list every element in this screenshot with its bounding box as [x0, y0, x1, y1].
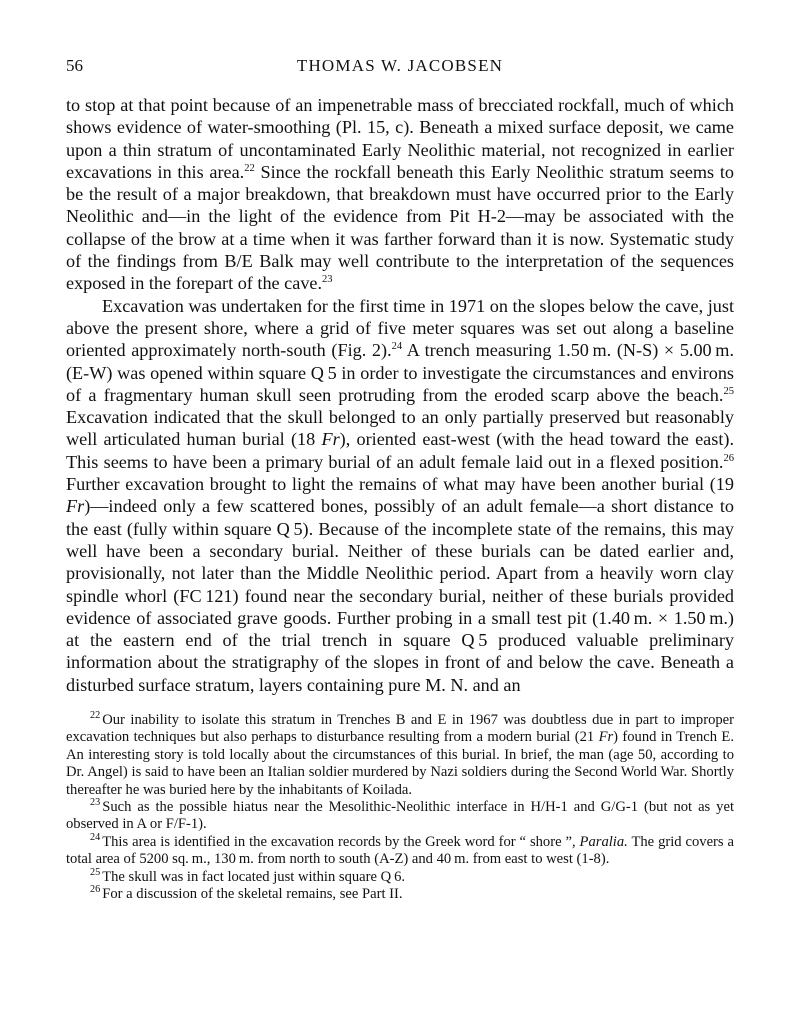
footnote-reference: 25 [723, 385, 734, 397]
page-header [66, 56, 734, 82]
footnote-number: 24 [90, 832, 101, 843]
italic-text: Paralia. [579, 833, 628, 850]
text-run: ) found in Trench E. An interesting story is told locally about the circumstances of this burial. In brief, the man (age 50, according to Dr. Angel) is said to have been an Italian soldier murdered by Nazi soldiers during the Second World War. Shortly thereafter he was buried here by the inhabitants of Koilada. [66, 729, 734, 798]
text-run: This area is identified in the excavation records by the Greek word for “ shore ”, [102, 833, 580, 850]
text-run: Such as the possible hiatus near the Mesolithic-Neolithic interface in H/H-1 and G/G-1 (but not as yet observed in A or F/F-1). [66, 799, 734, 833]
text-run: Excavation indicated that the skull belonged to an only partially preserved but reasonably well articulated human burial (18 [66, 407, 734, 450]
footnote-number: 25 [90, 866, 101, 878]
running-head: THOMAS W. JACOBSEN [296, 56, 504, 75]
body-text [66, 94, 734, 696]
page-number: 56 [66, 56, 83, 75]
text-run: ), oriented east-west (with the head toward the east). This seems to have been a primary burial of an adult female laid out in a flexed position. [66, 429, 734, 472]
text-run: Our inability to isolate this stratum in Trenches B and E in 1967 was doubtless due in part to improper excavation techniques but also perhaps to disturbance resulting from a modern burial (21 [66, 712, 734, 746]
body-paragraph [66, 295, 734, 696]
footnote-number: 23 [90, 797, 101, 809]
body-paragraph [66, 94, 734, 295]
italic-text: Fr [321, 429, 340, 450]
text-run: )—indeed only a few scattered bones, possibly of an adult female—a short distance to the east (fully within square Q 5). Because of the incomplete state of the remains, this may well have been a secondary burial. Neither of these burials can be dated earlier and, provisionally, not later than the Middle Neolithic period. Apart from a heavily worn clay spindle whorl (FC 121) found near the secondary burial, neither of these burials provided evidence of associated grave goods. Further probing in a small test pit (1.40 m. × 1.50 m.) at the eastern end of the trial trench in square Q 5 produced valuable preliminary information about the stratigraphy of the slopes in front of and below the cave. Beneath a disturbed surface stratum, layers containing pure M. N. and an [66, 496, 734, 695]
footnote [66, 799, 734, 834]
text-run: Since the rockfall beneath this Early Neolithic stratum seems to be the result of a major breakdown, that breakdown must have occurred prior to the Early Neolithic and—in the light of the evidence from Pit H-2—may be associated with the collapse of the brow at a time when it was farther forward than it is now. Systematic study of the findings from B/E Balk may well contribute to the interpretation of the sequences exposed in the forepart of the cave. [66, 161, 734, 294]
italic-text: Fr [66, 496, 85, 517]
footnote [66, 866, 734, 886]
text-run: Excavation was undertaken for the first time in 1971 on the slopes below the cave, just above the present shore, where a grid of five meter squares was set out along a baseline oriented approximately north-south (Fig. 2). [66, 295, 734, 361]
footnote-reference: 22 [244, 162, 255, 174]
footnote [66, 712, 734, 799]
text-run: For a discussion of the skeletal remains, see Part II. [102, 886, 403, 903]
text-run: to stop at that point because of an impenetrable mass of brecciated rockfall, much of which shows evidence of water-smoothing (Pl. 15, c). Beneath a mixed surface deposit, we came upon a thin stratum of uncontaminated Early Neolithic material, not recognized in earlier excavations in this area. [66, 95, 734, 182]
text-run: A trench measuring 1.50 m. (N-S) × 5.00 m. (E-W) was opened within square Q 5 in order to investigate the circumstances and environs of a fragmentary human skull seen protruding from the eroded scarp above the beach. [66, 340, 734, 405]
text-run: Further excavation brought to light the remains of what may have been another burial (19 [66, 474, 734, 495]
footnote [66, 834, 734, 869]
text-run: The skull was in fact located just within square Q 6. [102, 868, 406, 885]
footnote [66, 886, 734, 903]
footnote-reference: 24 [391, 341, 403, 353]
text-run: The grid covers a total area of 5200 sq. m., 130 m. from north to south (A-Z) and 40 m. from east to west (1-8). [66, 833, 734, 868]
italic-text: Fr [598, 729, 614, 746]
footnote-number: 22 [90, 710, 101, 722]
footnote-reference: 23 [322, 274, 333, 286]
footnotes [66, 712, 734, 903]
footnote-number: 26 [90, 884, 101, 896]
footnote-reference: 26 [723, 452, 734, 464]
page [66, 56, 734, 903]
